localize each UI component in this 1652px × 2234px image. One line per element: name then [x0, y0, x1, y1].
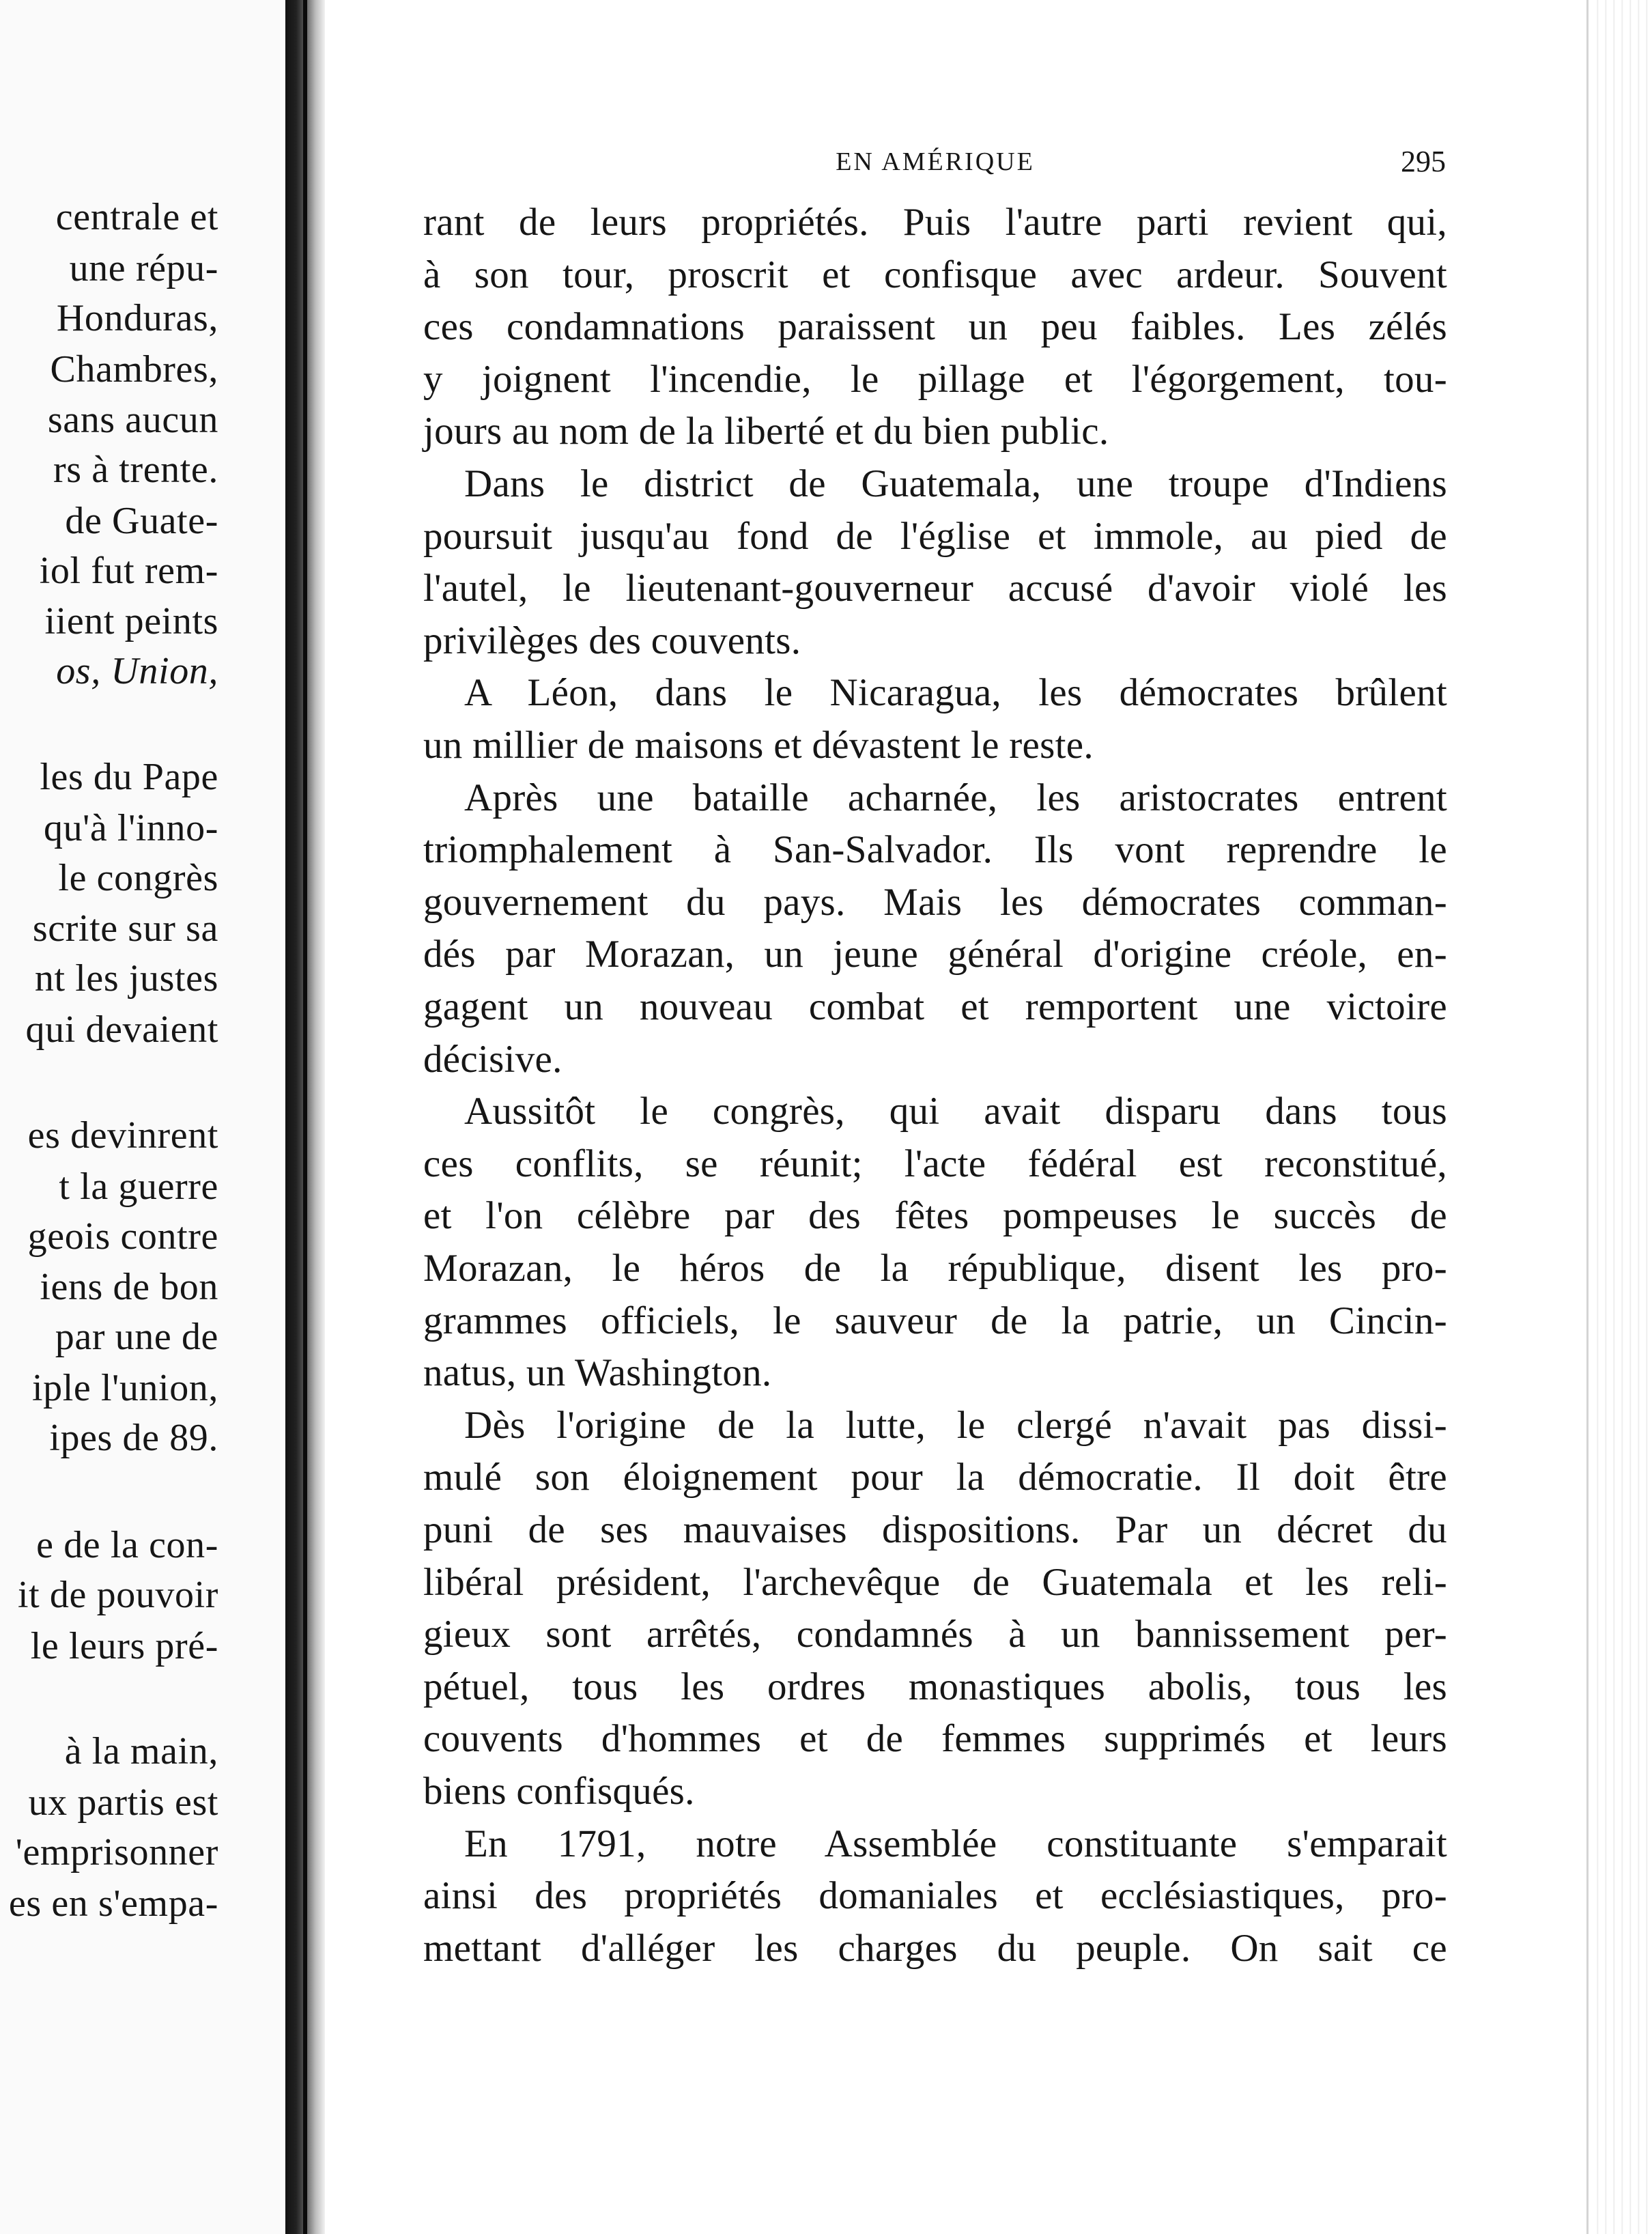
left-page-line: par une de	[55, 1316, 218, 1358]
text-line: grammes officiels, le sauveur de la patrie, un Cincin-	[423, 1299, 1447, 1342]
text-line: Après une bataille acharnée, les aristocrates entrent	[464, 776, 1447, 819]
left-page-line: es en s'empa-	[8, 1882, 218, 1925]
left-page-line: es devinrent	[27, 1114, 218, 1157]
text-line: rant de leurs propriétés. Puis l'autre parti revient qui,	[423, 201, 1447, 244]
text-line: décisive.	[423, 1038, 562, 1081]
left-page-line: rs à trente.	[53, 449, 218, 491]
left-page-line: centrale et	[55, 196, 218, 238]
text-line: Morazan, le héros de la république, disent les pro-	[423, 1247, 1447, 1290]
left-page-line: le leurs pré-	[30, 1625, 218, 1667]
text-line: privilèges des couvents.	[423, 619, 801, 662]
left-page-line: ux partis est	[28, 1781, 218, 1824]
text-line: libéral président, l'archevêque de Guatemala et les reli-	[423, 1561, 1447, 1604]
text-line: Dans le district de Guatemala, une troupe d'Indiens	[464, 462, 1447, 505]
left-page-line: e de la con-	[36, 1524, 218, 1566]
text-line: Dès l'origine de la lutte, le clergé n'avait pas dissi-	[464, 1404, 1447, 1447]
text-line: gagent un nouveau combat et remportent une victoire	[423, 985, 1447, 1028]
page-stack-edge	[1591, 0, 1652, 2234]
text-line: mulé son éloignement pour la démocratie. Il doit être	[423, 1456, 1447, 1499]
text-line: jours au nom de la liberté et du bien public.	[423, 410, 1109, 453]
running-header	[423, 145, 1447, 179]
text-line: ces conflits, se réunit; l'acte fédéral est reconstitué,	[423, 1142, 1447, 1185]
left-page-line: os, Union,	[56, 650, 218, 692]
left-page-line: à la main,	[64, 1730, 218, 1772]
text-line: triomphalement à San-Salvador. Ils vont reprendre le	[423, 828, 1447, 871]
left-page-line: les du Pape	[40, 756, 218, 798]
left-page-line: 'emprisonner	[15, 1831, 218, 1874]
text-line: A Léon, dans le Nicaragua, les démocrates brûlent	[464, 671, 1447, 714]
text-line: y joignent l'incendie, le pillage et l'égorgement, tou-	[423, 358, 1447, 401]
text-line: Aussitôt le congrès, qui avait disparu dans tous	[464, 1090, 1447, 1133]
left-page-line: qui devaient	[25, 1008, 218, 1051]
left-page-line: iple l'union,	[32, 1367, 218, 1409]
text-line: gouvernement du pays. Mais les démocrates comman-	[423, 881, 1447, 924]
text-line: biens confisqués.	[423, 1770, 695, 1813]
text-line: couvents d'hommes et de femmes supprimés et leurs	[423, 1717, 1447, 1760]
text-line: puni de ses mauvaises dispositions. Par un décret du	[423, 1508, 1447, 1551]
text-line: En 1791, notre Assemblée constituante s'emparait	[464, 1822, 1447, 1865]
text-line: poursuit jusqu'au fond de l'église et immole, au pied de	[423, 515, 1447, 558]
left-page-line: ipes de 89.	[49, 1417, 218, 1459]
text-line: l'autel, le lieutenant-gouverneur accusé d'avoir violé les	[423, 567, 1447, 610]
text-line: pétuel, tous les ordres monastiques abolis, tous les	[423, 1665, 1447, 1708]
text-line: un millier de maisons et dévastent le reste.	[423, 724, 1094, 767]
left-page-line: geois contre	[27, 1215, 218, 1258]
left-page-line: de Guate-	[65, 500, 218, 542]
text-line: gieux sont arrêtés, condamnés à un bannissement per-	[423, 1613, 1447, 1656]
left-page-line: Chambres,	[50, 348, 218, 391]
page-edge-line	[1586, 0, 1589, 2234]
left-facing-page	[0, 0, 285, 2234]
left-page-line: une répu-	[69, 247, 218, 289]
left-page-line: sans aucun	[47, 399, 218, 441]
text-line: dés par Morazan, un jeune général d'origine créole, en-	[423, 933, 1447, 976]
text-line: et l'on célèbre par des fêtes pompeuses le succès de	[423, 1194, 1447, 1237]
left-page-line: scrite sur sa	[32, 907, 218, 950]
page-number: 295	[1401, 145, 1446, 178]
left-page-line: t la guerre	[59, 1165, 218, 1208]
left-page-line: it de pouvoir	[18, 1574, 218, 1616]
left-page-line: iient peints	[44, 600, 218, 642]
left-page-line: qu'à l'inno-	[43, 807, 218, 849]
text-line: mettant d'alléger les charges du peuple. On sait ce	[423, 1927, 1447, 1970]
text-line: natus, un Washington.	[423, 1351, 772, 1394]
running-title: EN AMÉRIQUE	[836, 147, 1035, 176]
left-page-line: le congrès	[58, 857, 218, 899]
text-line: à son tour, proscrit et confisque avec ardeur. Souvent	[423, 253, 1447, 296]
left-page-line: Honduras,	[56, 297, 218, 339]
left-page-line: iens de bon	[40, 1266, 218, 1308]
gutter-edge	[303, 0, 307, 2234]
text-line: ces condamnations paraissent un peu faibles. Les zélés	[423, 305, 1447, 348]
left-page-line: nt les justes	[34, 957, 218, 1000]
text-line: ainsi des propriétés domaniales et ecclésiastiques, pro-	[423, 1874, 1447, 1917]
left-page-line: iol fut rem-	[39, 550, 218, 592]
